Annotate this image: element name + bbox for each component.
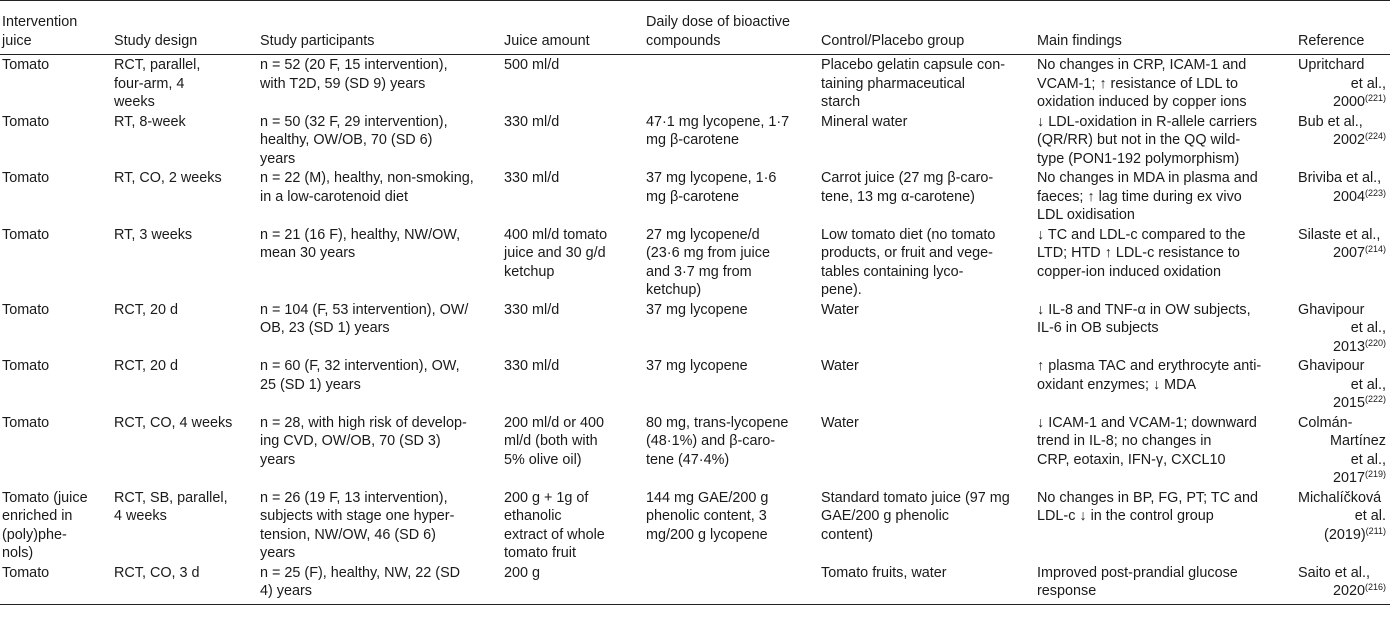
table-row <box>0 563 1390 605</box>
reference-author: Saito et al., <box>1298 564 1370 581</box>
cell-daily-dose: 47·1 mg lycopene, 1·7 mg β-carotene <box>646 113 790 148</box>
cell-intervention-juice: Tomato <box>0 563 112 605</box>
reference-year-wrap <box>1298 526 1386 545</box>
reference-year-wrap <box>1298 469 1386 488</box>
table-row <box>0 168 1390 225</box>
cell-control-group: Tomato fruits, water <box>819 563 1035 605</box>
cell-main-findings: No changes in CRP, ICAM-1 and VCAM-1; ↑ resistance of LDL to oxidation induced by copper ions <box>1037 57 1247 110</box>
cell-reference <box>1296 488 1390 563</box>
cell-intervention-juice: Tomato <box>2 57 50 73</box>
reference-citation-number: (224) <box>1364 131 1386 141</box>
cell-control-group: Standard tomato juice (97 mg GAE/200 g phenolic content) <box>821 489 1010 543</box>
header-study-participants: Study participants <box>258 1 502 55</box>
cell-main-findings: ↓ TC and LDL-c compared to the LTD; HTD ↑ LDL-c resistance to copper-ion induced oxidation <box>1037 226 1246 280</box>
header-main-findings: Main findings <box>1035 1 1296 55</box>
cell-study-participants: n = 52 (20 F, 15 intervention), with T2D, 59 (SD 9) years <box>260 57 448 92</box>
cell-study-design: RCT, 20 d <box>114 301 178 318</box>
reference-year-wrap <box>1298 338 1386 357</box>
reference-etal: et al., <box>1350 320 1386 336</box>
table-row <box>0 488 1390 563</box>
cell-daily-dose: 27 mg lycopene/d (23·6 mg from juice and 3·7 mg from ketchup) <box>646 226 770 298</box>
reference-citation-number: (216) <box>1364 582 1386 592</box>
reference-year-wrap <box>1298 93 1386 112</box>
cell-juice-amount: 330 ml/d <box>504 301 560 318</box>
reference-year: 2007 <box>1332 245 1365 261</box>
cell-main-findings: ↓ IL-8 and TNF-α in OW subjects, IL-6 in OB subjects <box>1037 301 1251 336</box>
header-reference: Reference <box>1296 1 1390 55</box>
cell-daily-dose: 37 mg lycopene, 1·6 mg β-carotene <box>646 170 777 205</box>
cell-control-group: Low tomato diet (no tomato products, or fruit and vege- tables containing lyco- pene). <box>821 226 996 298</box>
reference-etal: et al., <box>1350 75 1386 92</box>
table-row <box>0 356 1390 413</box>
cell-juice-amount: 200 ml/d or 400 ml/d (both with 5% olive oil) <box>504 414 604 468</box>
cell-study-participants: n = 22 (M), healthy, non-smoking, in a low-carotenoid diet <box>260 170 474 205</box>
reference-year-wrap <box>1298 394 1386 413</box>
reference-citation-number: (211) <box>1365 525 1386 536</box>
cell-juice-amount: 400 ml/d tomato juice and 30 g/d ketchup <box>504 226 608 280</box>
cell-daily-dose <box>644 563 819 605</box>
reference-year: 2000 <box>1332 94 1365 110</box>
cell-daily-dose <box>644 55 819 112</box>
reference-author: Michalíčková <box>1298 489 1382 506</box>
cell-juice-amount: 500 ml/d <box>504 57 560 73</box>
reference-author: Silaste et al., <box>1298 226 1381 243</box>
cell-control-group: Water <box>821 358 859 374</box>
header-row <box>0 1 1390 55</box>
table-row <box>0 300 1390 357</box>
header-control-placebo: Control/Placebo group <box>819 1 1035 55</box>
cell-intervention-juice: Tomato <box>2 358 50 374</box>
cell-intervention-juice: Tomato (juice enriched in (poly)phe- nols) <box>2 489 88 561</box>
cell-daily-dose: 37 mg lycopene <box>646 358 748 374</box>
reference-author: Colmán- <box>1298 414 1353 431</box>
reference-year-wrap <box>1298 131 1386 150</box>
cell-reference <box>1296 168 1390 225</box>
table-header <box>0 1 1390 55</box>
reference-year-wrap <box>1298 244 1386 263</box>
cell-reference <box>1296 225 1390 300</box>
cell-study-participants: n = 21 (16 F), healthy, NW/OW, mean 30 years <box>260 226 461 261</box>
cell-study-participants: n = 50 (32 F, 29 intervention), healthy, OW/OB, 70 (SD 6) years <box>260 113 448 167</box>
reference-etal: Martínez et al., <box>1330 433 1386 468</box>
cell-study-design: RCT, CO, 3 d <box>112 563 258 605</box>
table-body <box>0 55 1390 605</box>
reference-citation-number: (214) <box>1364 244 1386 254</box>
reference-year: 2015 <box>1332 395 1365 411</box>
reference-citation-number: (220) <box>1364 337 1386 348</box>
cell-study-design: RCT, CO, 4 weeks <box>114 414 233 431</box>
cell-study-participants: n = 104 (F, 53 intervention), OW/ OB, 23 (SD 1) years <box>260 301 469 336</box>
reference-author: Ghavipour <box>1298 301 1365 318</box>
cell-intervention-juice: Tomato <box>2 414 50 431</box>
cell-daily-dose: 37 mg lycopene <box>646 301 748 318</box>
cell-study-design: RT, CO, 2 weeks <box>114 170 222 186</box>
cell-control-group: Carrot juice (27 mg β-caro- tene, 13 mg α-carotene) <box>821 170 994 205</box>
cell-study-design: RCT, 20 d <box>114 358 178 374</box>
cell-study-participants: n = 26 (19 F, 13 intervention), subjects with stage one hyper- tension, NW/OW, 46 (SD 6) years <box>260 489 455 561</box>
cell-study-participants: n = 25 (F), healthy, NW, 22 (SD 4) years <box>258 563 502 605</box>
cell-reference <box>1296 300 1390 357</box>
cell-intervention-juice: Tomato <box>2 226 50 243</box>
cell-reference <box>1296 563 1390 605</box>
cell-daily-dose: 80 mg, trans-lycopene (48·1%) and β-caro- tene (47·4%) <box>646 414 789 468</box>
cell-study-design: RT, 8-week <box>114 113 186 130</box>
cell-control-group: Water <box>821 301 859 318</box>
table-row <box>0 413 1390 488</box>
reference-citation-number: (219) <box>1364 469 1386 479</box>
cell-control-group: Mineral water <box>821 113 908 130</box>
reference-etal: et al., <box>1350 376 1386 393</box>
table-row <box>0 225 1390 300</box>
reference-citation-number: (221) <box>1364 93 1386 103</box>
cell-juice-amount: 330 ml/d <box>504 113 560 130</box>
reference-year: 2002 <box>1332 132 1365 148</box>
reference-year-wrap <box>1298 188 1386 207</box>
reference-year: 2017 <box>1332 470 1365 486</box>
reference-year-wrap <box>1298 582 1386 601</box>
cell-control-group: Water <box>821 414 859 431</box>
cell-control-group: Placebo gelatin capsule con- taining pharmaceutical starch <box>821 57 1006 110</box>
cell-main-findings: ↓ LDL-oxidation in R-allele carriers (QR/RR) but not in the QQ wild- type (PON1-192 polymorphism) <box>1037 113 1257 167</box>
reference-etal: et al. <box>1354 508 1386 524</box>
cell-intervention-juice: Tomato <box>2 301 50 318</box>
cell-reference <box>1296 356 1390 413</box>
cell-reference <box>1296 112 1390 169</box>
reference-author: Bub et al., <box>1298 113 1363 130</box>
cell-daily-dose: 144 mg GAE/200 g phenolic content, 3 mg/200 g lycopene <box>646 489 769 543</box>
cell-reference <box>1296 55 1390 112</box>
cell-main-findings: No changes in MDA in plasma and faeces; ↑ lag time during ex vivo LDL oxidisation <box>1037 170 1258 223</box>
cell-study-participants: n = 28, with high risk of develop- ing CVD, OW/OB, 70 (SD 3) years <box>260 414 467 468</box>
reference-author: Ghavipour <box>1298 358 1365 374</box>
cell-main-findings: ↑ plasma TAC and erythrocyte anti- oxidant enzymes; ↓ MDA <box>1037 358 1262 393</box>
table-row <box>0 55 1390 112</box>
cell-juice-amount: 200 g + 1g of ethanolic extract of whole tomato fruit <box>504 489 605 561</box>
cell-juice-amount: 200 g <box>502 563 644 605</box>
cell-reference <box>1296 413 1390 488</box>
cell-study-design: RCT, SB, parallel, 4 weeks <box>114 489 228 524</box>
reference-year: (2019) <box>1324 526 1366 543</box>
table-row <box>0 112 1390 169</box>
reference-citation-number: (223) <box>1364 187 1386 198</box>
cell-intervention-juice: Tomato <box>2 113 50 130</box>
header-juice-amount: Juice amount <box>502 1 644 55</box>
reference-year: 2020 <box>1332 583 1365 599</box>
reference-year: 2013 <box>1332 338 1365 355</box>
cell-juice-amount: 330 ml/d <box>504 170 560 186</box>
cell-study-design: RT, 3 weeks <box>114 226 193 243</box>
reference-author: Upritchard <box>1298 57 1365 73</box>
header-daily-dose: Daily dose of bioactive compounds <box>644 1 819 55</box>
reference-author: Briviba et al., <box>1298 170 1382 186</box>
cell-juice-amount: 330 ml/d <box>504 358 560 374</box>
cell-study-design: RCT, parallel, four-arm, 4 weeks <box>114 57 201 110</box>
header-study-design: Study design <box>112 1 258 55</box>
cell-main-findings: Improved post-prandial glucose response <box>1035 563 1296 605</box>
reference-year: 2004 <box>1332 188 1365 205</box>
reference-citation-number: (222) <box>1364 394 1386 404</box>
cell-intervention-juice: Tomato <box>2 170 50 186</box>
cell-main-findings: No changes in BP, FG, PT; TC and LDL-c ↓ in the control group <box>1037 489 1259 524</box>
cell-study-participants: n = 60 (F, 32 intervention), OW, 25 (SD 1) years <box>260 358 460 393</box>
header-intervention-juice: Intervention juice <box>0 1 112 55</box>
cell-main-findings: ↓ ICAM-1 and VCAM-1; downward trend in IL-8; no changes in CRP, eotaxin, IFN-γ, CXCL10 <box>1037 414 1257 468</box>
